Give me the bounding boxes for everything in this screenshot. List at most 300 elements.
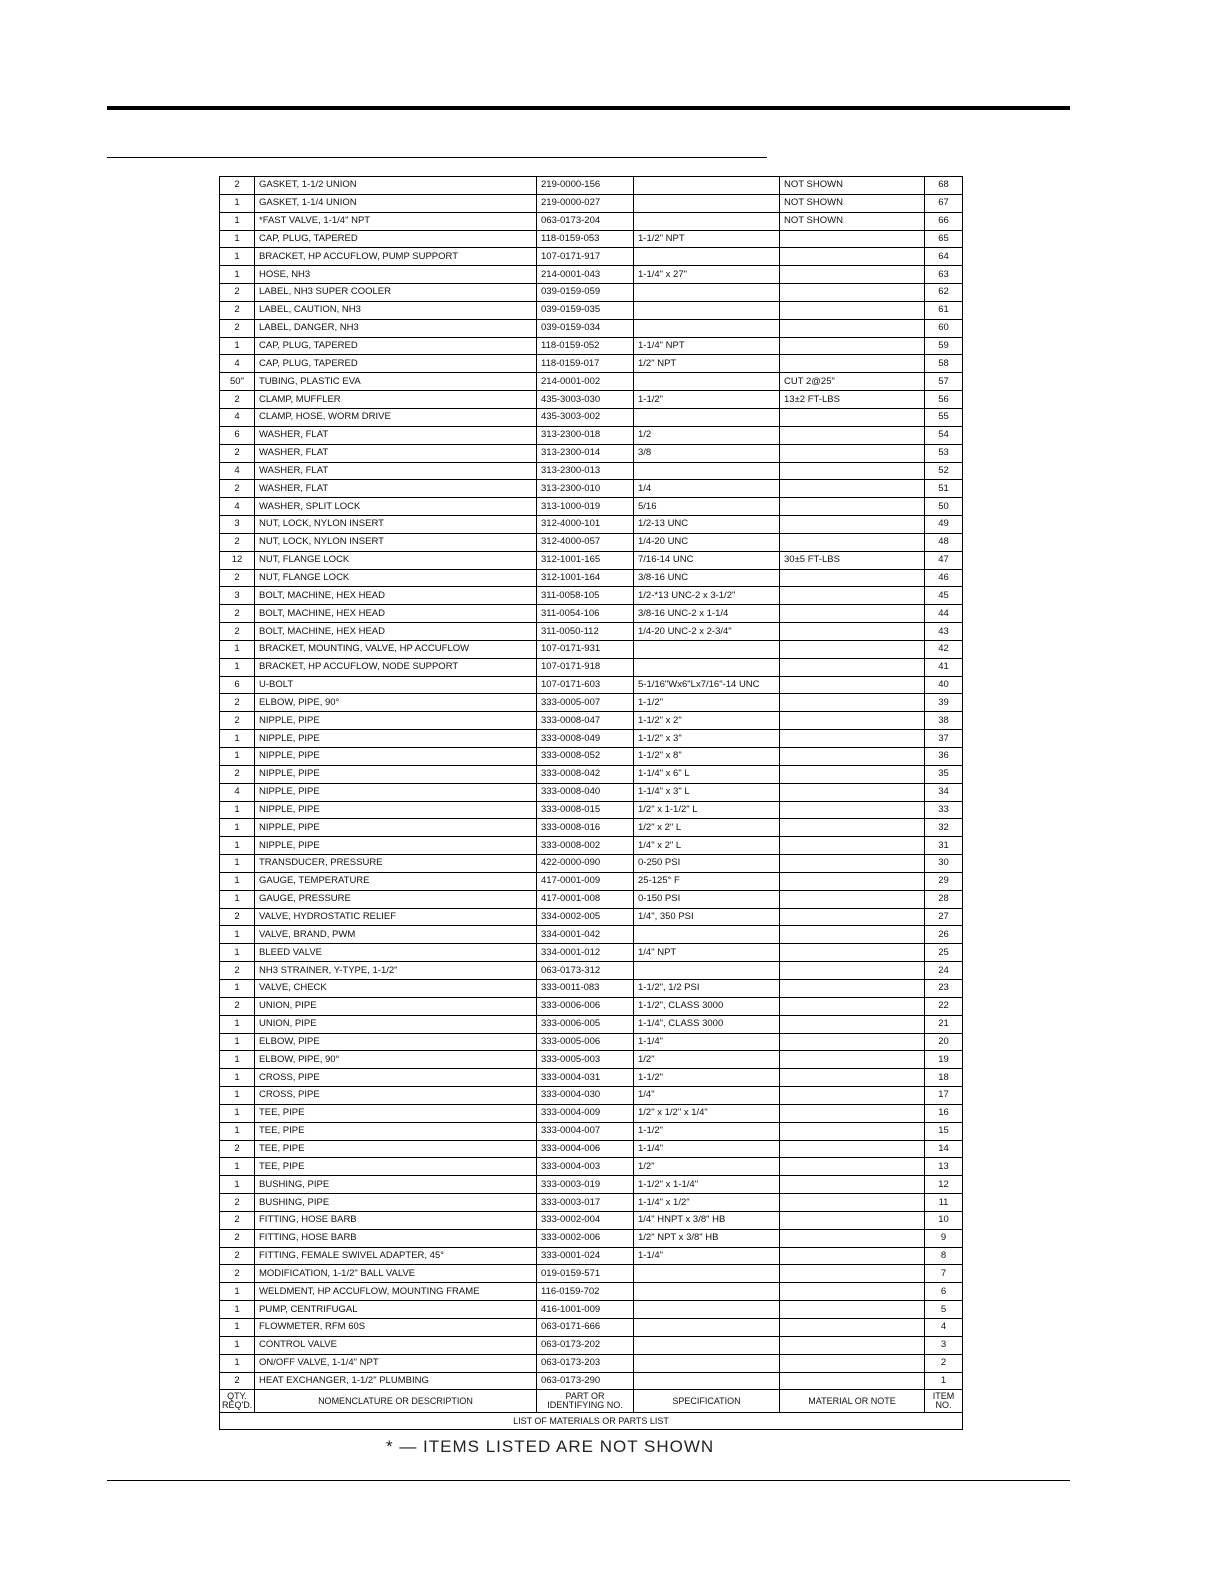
cell-part-number: 333-0005-006 xyxy=(537,1033,634,1051)
table-row xyxy=(220,944,963,962)
cell-description: NUT, FLANGE LOCK xyxy=(255,569,537,587)
cell-item-number: 31 xyxy=(925,837,963,855)
cell-specification: 1-1/4" xyxy=(634,1140,780,1158)
table-row xyxy=(220,1283,963,1301)
cell-material-note xyxy=(780,819,925,837)
cell-qty: 1 xyxy=(220,1122,255,1140)
cell-description: TEE, PIPE xyxy=(255,1158,537,1176)
cell-qty: 1 xyxy=(220,337,255,355)
cell-qty: 1 xyxy=(220,890,255,908)
cell-material-note xyxy=(780,1229,925,1247)
table-row xyxy=(220,676,963,694)
cell-description: TEE, PIPE xyxy=(255,1122,537,1140)
cell-description: WASHER, SPLIT LOCK xyxy=(255,498,537,516)
cell-description: NIPPLE, PIPE xyxy=(255,712,537,730)
cell-specification: 0-150 PSI xyxy=(634,890,780,908)
cell-qty: 2 xyxy=(220,765,255,783)
cell-description: FLOWMETER, RFM 60S xyxy=(255,1319,537,1337)
cell-material-note xyxy=(780,462,925,480)
cell-qty: 2 xyxy=(220,712,255,730)
cell-item-number: 32 xyxy=(925,819,963,837)
cell-description: NH3 STRAINER, Y-TYPE, 1-1/2" xyxy=(255,962,537,980)
cell-qty: 1 xyxy=(220,1033,255,1051)
table-row xyxy=(220,623,963,641)
cell-specification: 1-1/2" x 3" xyxy=(634,730,780,748)
cell-specification xyxy=(634,1354,780,1372)
cell-material-note xyxy=(780,230,925,248)
cell-description: CAP, PLUG, TAPERED xyxy=(255,230,537,248)
cell-specification: 1/2" xyxy=(634,1158,780,1176)
cell-specification xyxy=(634,212,780,230)
cell-specification: 1-1/2" xyxy=(634,391,780,409)
cell-part-number: 214-0001-002 xyxy=(537,373,634,391)
cell-qty: 1 xyxy=(220,1069,255,1087)
cell-qty: 1 xyxy=(220,1176,255,1194)
header-description: NOMENCLATURE OR DESCRIPTION xyxy=(255,1390,537,1413)
cell-part-number: 333-0004-009 xyxy=(537,1104,634,1122)
cell-specification: 1/4" x 2" L xyxy=(634,837,780,855)
cell-description: CLAMP, HOSE, WORM DRIVE xyxy=(255,408,537,426)
cell-part-number: 039-0159-034 xyxy=(537,319,634,337)
table-row xyxy=(220,765,963,783)
cell-specification: 1-1/2", 1/2 PSI xyxy=(634,979,780,997)
cell-description: BUSHING, PIPE xyxy=(255,1176,537,1194)
cell-specification: 1-1/2" x 8" xyxy=(634,748,780,766)
cell-description: *FAST VALVE, 1-1/4" NPT xyxy=(255,212,537,230)
cell-item-number: 21 xyxy=(925,1015,963,1033)
table-row xyxy=(220,1087,963,1105)
table-row xyxy=(220,1372,963,1390)
cell-material-note xyxy=(780,284,925,302)
table-row xyxy=(220,658,963,676)
cell-qty: 2 xyxy=(220,1372,255,1390)
cell-material-note xyxy=(780,337,925,355)
cell-specification xyxy=(634,962,780,980)
header-rule xyxy=(107,106,1070,110)
cell-description: NIPPLE, PIPE xyxy=(255,730,537,748)
cell-qty: 2 xyxy=(220,444,255,462)
cell-specification: 1-1/4", CLASS 3000 xyxy=(634,1015,780,1033)
table-row xyxy=(220,373,963,391)
table-row xyxy=(220,569,963,587)
header-material: MATERIAL OR NOTE xyxy=(780,1390,925,1413)
cell-item-number: 38 xyxy=(925,712,963,730)
cell-specification: 1-1/2" x 2" xyxy=(634,712,780,730)
table-row xyxy=(220,444,963,462)
cell-item-number: 40 xyxy=(925,676,963,694)
cell-specification xyxy=(634,248,780,266)
cell-description: WASHER, FLAT xyxy=(255,480,537,498)
cell-description: GAUGE, TEMPERATURE xyxy=(255,872,537,890)
table-row xyxy=(220,1194,963,1212)
cell-material-note xyxy=(780,979,925,997)
cell-qty: 1 xyxy=(220,1158,255,1176)
table-row xyxy=(220,837,963,855)
cell-qty: 3 xyxy=(220,516,255,534)
cell-part-number: 333-0006-006 xyxy=(537,997,634,1015)
cell-qty: 1 xyxy=(220,944,255,962)
cell-part-number: 313-1000-019 xyxy=(537,498,634,516)
cell-qty: 2 xyxy=(220,391,255,409)
cell-item-number: 49 xyxy=(925,516,963,534)
cell-description: WELDMENT, HP ACCUFLOW, MOUNTING FRAME xyxy=(255,1283,537,1301)
table-row xyxy=(220,355,963,373)
cell-specification xyxy=(634,926,780,944)
cell-material-note xyxy=(780,1372,925,1390)
cell-material-note xyxy=(780,997,925,1015)
cell-material-note: 13±2 FT-LBS xyxy=(780,391,925,409)
cell-description: CLAMP, MUFFLER xyxy=(255,391,537,409)
cell-description: CAP, PLUG, TAPERED xyxy=(255,355,537,373)
cell-qty: 2 xyxy=(220,569,255,587)
cell-item-number: 53 xyxy=(925,444,963,462)
cell-qty: 2 xyxy=(220,301,255,319)
cell-part-number: 063-0173-290 xyxy=(537,1372,634,1390)
table-row xyxy=(220,748,963,766)
cell-item-number: 3 xyxy=(925,1336,963,1354)
cell-part-number: 118-0159-052 xyxy=(537,337,634,355)
cell-description: BUSHING, PIPE xyxy=(255,1194,537,1212)
cell-part-number: 333-0008-047 xyxy=(537,712,634,730)
cell-material-note xyxy=(780,623,925,641)
table-row xyxy=(220,1015,963,1033)
cell-specification: 1-1/4" x 27" xyxy=(634,266,780,284)
cell-material-note xyxy=(780,1319,925,1337)
cell-item-number: 18 xyxy=(925,1069,963,1087)
cell-specification xyxy=(634,408,780,426)
cell-specification: 7/16-14 UNC xyxy=(634,551,780,569)
cell-material-note xyxy=(780,355,925,373)
cell-material-note xyxy=(780,748,925,766)
table-row xyxy=(220,319,963,337)
cell-material-note xyxy=(780,801,925,819)
cell-material-note xyxy=(780,1051,925,1069)
cell-part-number: 333-0006-005 xyxy=(537,1015,634,1033)
cell-item-number: 25 xyxy=(925,944,963,962)
table-row xyxy=(220,230,963,248)
cell-part-number: 333-0008-016 xyxy=(537,819,634,837)
cell-part-number: 333-0005-007 xyxy=(537,694,634,712)
table-row xyxy=(220,1069,963,1087)
cell-material-note xyxy=(780,1158,925,1176)
cell-item-number: 42 xyxy=(925,640,963,658)
cell-qty: 2 xyxy=(220,1247,255,1265)
cell-item-number: 28 xyxy=(925,890,963,908)
cell-specification xyxy=(634,1372,780,1390)
cell-material-note: NOT SHOWN xyxy=(780,194,925,212)
cell-part-number: 107-0171-931 xyxy=(537,640,634,658)
cell-material-note xyxy=(780,426,925,444)
cell-part-number: 334-0001-012 xyxy=(537,944,634,962)
cell-qty: 2 xyxy=(220,177,255,195)
cell-specification xyxy=(634,177,780,195)
cell-specification xyxy=(634,1319,780,1337)
cell-item-number: 65 xyxy=(925,230,963,248)
cell-material-note xyxy=(780,1336,925,1354)
cell-part-number: 417-0001-009 xyxy=(537,872,634,890)
cell-description: FITTING, HOSE BARB xyxy=(255,1229,537,1247)
table-row xyxy=(220,1158,963,1176)
cell-item-number: 6 xyxy=(925,1283,963,1301)
cell-item-number: 66 xyxy=(925,212,963,230)
cell-description: CONTROL VALVE xyxy=(255,1336,537,1354)
cell-item-number: 56 xyxy=(925,391,963,409)
cell-description: BOLT, MACHINE, HEX HEAD xyxy=(255,587,537,605)
table-row xyxy=(220,730,963,748)
cell-item-number: 20 xyxy=(925,1033,963,1051)
table-title-row xyxy=(220,1413,963,1430)
cell-qty: 1 xyxy=(220,212,255,230)
cell-part-number: 107-0171-917 xyxy=(537,248,634,266)
cell-qty: 2 xyxy=(220,1194,255,1212)
cell-part-number: 313-2300-013 xyxy=(537,462,634,480)
cell-specification xyxy=(634,1265,780,1283)
cell-material-note xyxy=(780,658,925,676)
cell-description: WASHER, FLAT xyxy=(255,462,537,480)
table-title: LIST OF MATERIALS OR PARTS LIST xyxy=(220,1413,963,1430)
cell-specification: 1-1/2" xyxy=(634,1069,780,1087)
cell-qty: 1 xyxy=(220,1301,255,1319)
cell-specification: 1-1/4" NPT xyxy=(634,337,780,355)
cell-material-note xyxy=(780,569,925,587)
cell-item-number: 14 xyxy=(925,1140,963,1158)
cell-specification xyxy=(634,319,780,337)
cell-part-number: 019-0159-571 xyxy=(537,1265,634,1283)
cell-description: FITTING, HOSE BARB xyxy=(255,1211,537,1229)
cell-item-number: 19 xyxy=(925,1051,963,1069)
cell-qty: 1 xyxy=(220,1336,255,1354)
cell-part-number: 313-2300-018 xyxy=(537,426,634,444)
cell-item-number: 48 xyxy=(925,533,963,551)
table-row xyxy=(220,1229,963,1247)
cell-item-number: 26 xyxy=(925,926,963,944)
cell-qty: 4 xyxy=(220,498,255,516)
cell-item-number: 23 xyxy=(925,979,963,997)
cell-specification xyxy=(634,462,780,480)
cell-part-number: 334-0002-005 xyxy=(537,908,634,926)
cell-item-number: 2 xyxy=(925,1354,963,1372)
cell-description: CROSS, PIPE xyxy=(255,1069,537,1087)
cell-item-number: 10 xyxy=(925,1211,963,1229)
cell-part-number: 422-0000-090 xyxy=(537,855,634,873)
cell-material-note xyxy=(780,480,925,498)
cell-description: NIPPLE, PIPE xyxy=(255,801,537,819)
table-row xyxy=(220,1051,963,1069)
cell-part-number: 333-0008-052 xyxy=(537,748,634,766)
cell-part-number: 039-0159-035 xyxy=(537,301,634,319)
cell-specification: 1-1/2" x 1-1/4" xyxy=(634,1176,780,1194)
table-row xyxy=(220,908,963,926)
table-row xyxy=(220,1336,963,1354)
table-row xyxy=(220,1122,963,1140)
cell-qty: 1 xyxy=(220,266,255,284)
table-row xyxy=(220,516,963,534)
cell-qty: 4 xyxy=(220,355,255,373)
cell-part-number: 107-0171-603 xyxy=(537,676,634,694)
table-row xyxy=(220,1033,963,1051)
cell-material-note xyxy=(780,605,925,623)
cell-material-note: NOT SHOWN xyxy=(780,177,925,195)
cell-material-note xyxy=(780,1087,925,1105)
cell-specification: 1-1/4" x 3" L xyxy=(634,783,780,801)
cell-material-note xyxy=(780,516,925,534)
table-row xyxy=(220,801,963,819)
cell-specification: 1/4-20 UNC-2 x 2-3/4" xyxy=(634,623,780,641)
cell-item-number: 52 xyxy=(925,462,963,480)
cell-material-note xyxy=(780,837,925,855)
cell-qty: 12 xyxy=(220,551,255,569)
cell-description: CAP, PLUG, TAPERED xyxy=(255,337,537,355)
cell-material-note xyxy=(780,248,925,266)
cell-item-number: 22 xyxy=(925,997,963,1015)
cell-specification: 1/4", 350 PSI xyxy=(634,908,780,926)
cell-qty: 1 xyxy=(220,872,255,890)
cell-description: BRACKET, HP ACCUFLOW, PUMP SUPPORT xyxy=(255,248,537,266)
cell-specification: 1/4" xyxy=(634,1087,780,1105)
table-row xyxy=(220,605,963,623)
header-item: ITEM NO. xyxy=(925,1390,963,1413)
cell-material-note xyxy=(780,1069,925,1087)
cell-specification: 1-1/2" xyxy=(634,1122,780,1140)
cell-item-number: 63 xyxy=(925,266,963,284)
cell-part-number: 334-0001-042 xyxy=(537,926,634,944)
cell-material-note xyxy=(780,587,925,605)
table-row xyxy=(220,997,963,1015)
cell-part-number: 333-0001-024 xyxy=(537,1247,634,1265)
cell-description: NIPPLE, PIPE xyxy=(255,765,537,783)
cell-description: HEAT EXCHANGER, 1-1/2" PLUMBING xyxy=(255,1372,537,1390)
table-row xyxy=(220,1140,963,1158)
cell-specification xyxy=(634,1301,780,1319)
cell-material-note xyxy=(780,1265,925,1283)
cell-material-note xyxy=(780,1211,925,1229)
table-row xyxy=(220,301,963,319)
cell-description: CROSS, PIPE xyxy=(255,1087,537,1105)
cell-part-number: 313-2300-010 xyxy=(537,480,634,498)
cell-material-note xyxy=(780,408,925,426)
table-row xyxy=(220,551,963,569)
table-row xyxy=(220,1319,963,1337)
cell-material-note xyxy=(780,301,925,319)
cell-qty: 2 xyxy=(220,1211,255,1229)
table-row xyxy=(220,855,963,873)
table-row xyxy=(220,694,963,712)
cell-description: NUT, LOCK, NYLON INSERT xyxy=(255,533,537,551)
cell-item-number: 7 xyxy=(925,1265,963,1283)
cell-part-number: 312-4000-101 xyxy=(537,516,634,534)
cell-description: BOLT, MACHINE, HEX HEAD xyxy=(255,605,537,623)
cell-description: LABEL, CAUTION, NH3 xyxy=(255,301,537,319)
cell-qty: 1 xyxy=(220,837,255,855)
table-row xyxy=(220,872,963,890)
cell-qty: 1 xyxy=(220,1051,255,1069)
cell-part-number: 333-0011-083 xyxy=(537,979,634,997)
table-row xyxy=(220,248,963,266)
cell-qty: 1 xyxy=(220,658,255,676)
table-row xyxy=(220,284,963,302)
table-row xyxy=(220,194,963,212)
table-row xyxy=(220,890,963,908)
cell-description: TUBING, PLASTIC EVA xyxy=(255,373,537,391)
cell-material-note xyxy=(780,640,925,658)
cell-description: VALVE, BRAND, PWM xyxy=(255,926,537,944)
cell-item-number: 33 xyxy=(925,801,963,819)
cell-item-number: 15 xyxy=(925,1122,963,1140)
cell-material-note xyxy=(780,765,925,783)
cell-specification xyxy=(634,1336,780,1354)
cell-qty: 2 xyxy=(220,908,255,926)
table-row xyxy=(220,1211,963,1229)
cell-description: MODIFICATION, 1-1/2" BALL VALVE xyxy=(255,1265,537,1283)
cell-material-note xyxy=(780,1301,925,1319)
cell-qty: 1 xyxy=(220,819,255,837)
cell-item-number: 43 xyxy=(925,623,963,641)
table-row xyxy=(220,1301,963,1319)
cell-qty: 2 xyxy=(220,997,255,1015)
header-part: PART OR IDENTIFYING NO. xyxy=(537,1390,634,1413)
cell-item-number: 34 xyxy=(925,783,963,801)
cell-item-number: 55 xyxy=(925,408,963,426)
cell-part-number: 039-0159-059 xyxy=(537,284,634,302)
cell-part-number: 214-0001-043 xyxy=(537,266,634,284)
cell-description: VALVE, HYDROSTATIC RELIEF xyxy=(255,908,537,926)
cell-part-number: 116-0159-702 xyxy=(537,1283,634,1301)
cell-qty: 4 xyxy=(220,408,255,426)
cell-item-number: 24 xyxy=(925,962,963,980)
cell-part-number: 118-0159-053 xyxy=(537,230,634,248)
cell-specification: 5/16 xyxy=(634,498,780,516)
cell-specification: 1/4 xyxy=(634,480,780,498)
cell-part-number: 063-0171-666 xyxy=(537,1319,634,1337)
table-row xyxy=(220,962,963,980)
cell-qty: 6 xyxy=(220,676,255,694)
cell-qty: 2 xyxy=(220,480,255,498)
cell-part-number: 333-0005-003 xyxy=(537,1051,634,1069)
cell-description: BOLT, MACHINE, HEX HEAD xyxy=(255,623,537,641)
cell-part-number: 333-0003-017 xyxy=(537,1194,634,1212)
cell-specification: 1/2-13 UNC xyxy=(634,516,780,534)
cell-description: FITTING, FEMALE SWIVEL ADAPTER, 45° xyxy=(255,1247,537,1265)
cell-qty: 4 xyxy=(220,462,255,480)
cell-item-number: 8 xyxy=(925,1247,963,1265)
cell-specification: 1/2" x 2" L xyxy=(634,819,780,837)
cell-part-number: 417-0001-008 xyxy=(537,890,634,908)
cell-specification: 5-1/16"Wx6"Lx7/16"-14 UNC xyxy=(634,676,780,694)
cell-item-number: 59 xyxy=(925,337,963,355)
cell-material-note xyxy=(780,1104,925,1122)
cell-item-number: 41 xyxy=(925,658,963,676)
table-row xyxy=(220,391,963,409)
cell-qty: 2 xyxy=(220,962,255,980)
cell-qty: 2 xyxy=(220,623,255,641)
cell-description: BLEED VALVE xyxy=(255,944,537,962)
cell-qty: 2 xyxy=(220,1265,255,1283)
cell-description: LABEL, NH3 SUPER COOLER xyxy=(255,284,537,302)
table-row xyxy=(220,1104,963,1122)
cell-material-note xyxy=(780,890,925,908)
cell-material-note xyxy=(780,855,925,873)
cell-description: NUT, LOCK, NYLON INSERT xyxy=(255,516,537,534)
cell-material-note: NOT SHOWN xyxy=(780,212,925,230)
cell-material-note xyxy=(780,1247,925,1265)
cell-qty: 2 xyxy=(220,284,255,302)
table-row xyxy=(220,1176,963,1194)
cell-description: ELBOW, PIPE, 90° xyxy=(255,1051,537,1069)
cell-qty: 6 xyxy=(220,426,255,444)
cell-description: NIPPLE, PIPE xyxy=(255,819,537,837)
cell-specification: 1-1/4" x 6" L xyxy=(634,765,780,783)
cell-specification: 1-1/4" xyxy=(634,1033,780,1051)
